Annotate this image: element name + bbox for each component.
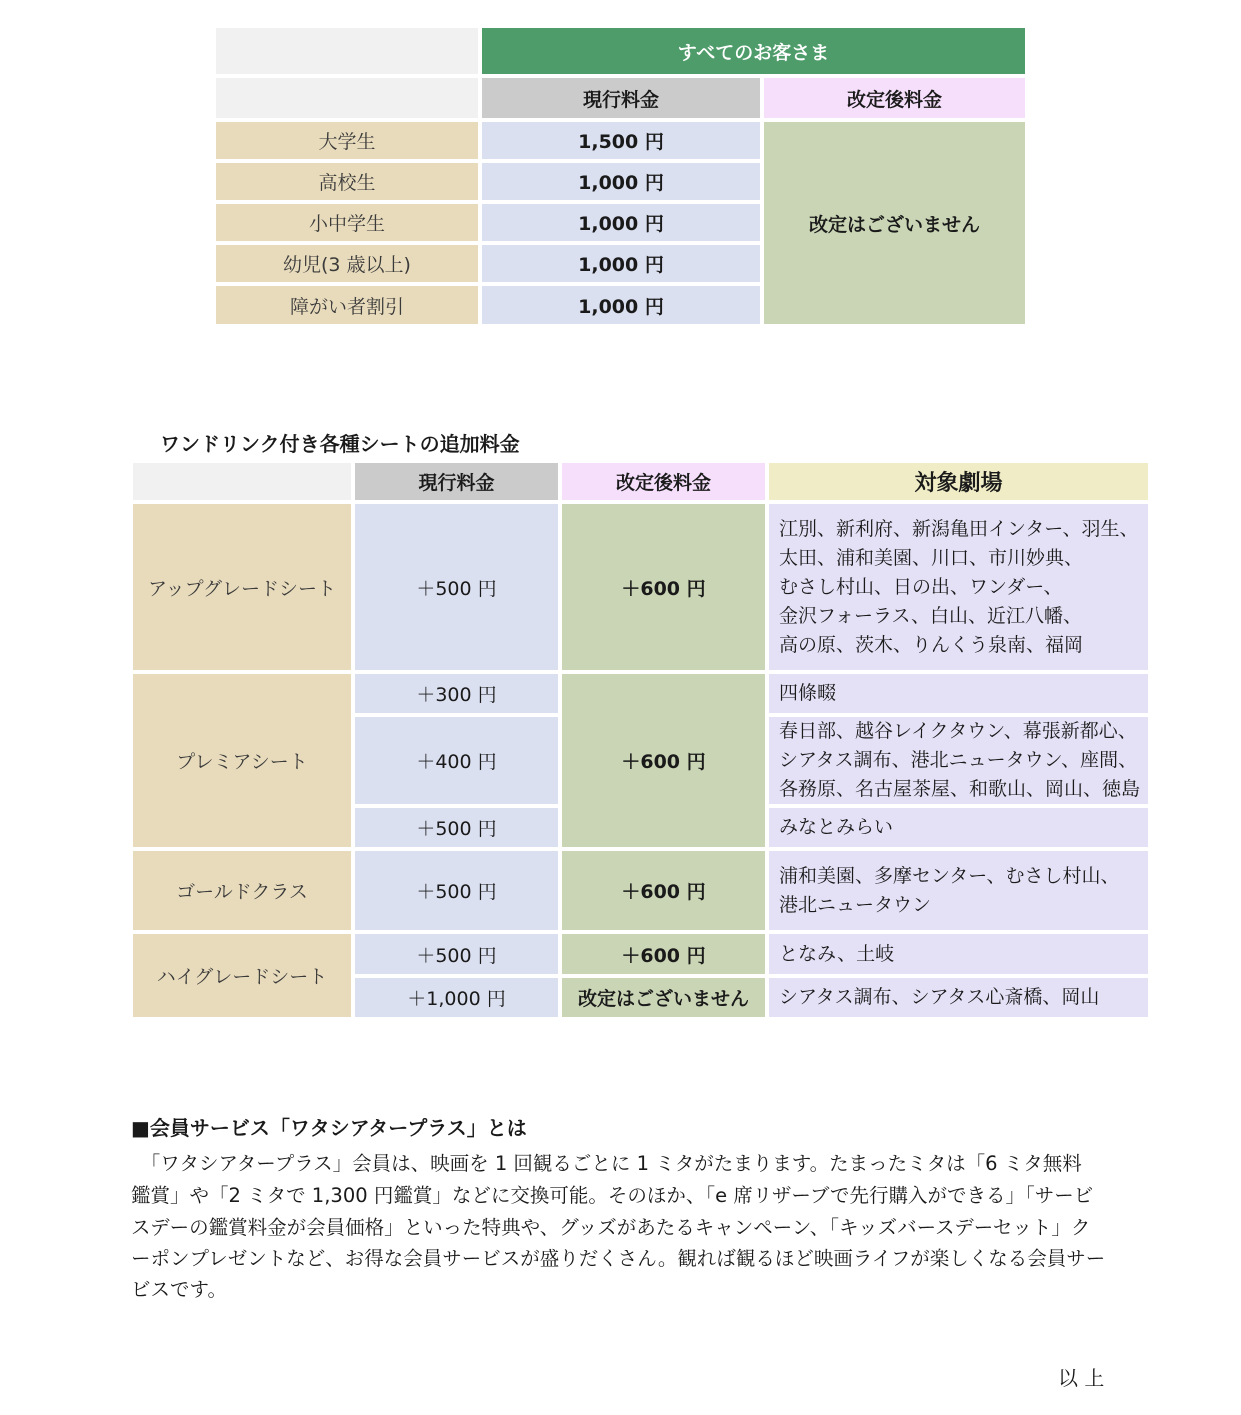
category-high-school: 高校生 xyxy=(216,163,478,200)
current-fare-header: 現行料金 xyxy=(482,78,760,118)
table2-current-header: 現行料金 xyxy=(355,463,558,500)
upgrade-current-fare: ＋500 円 xyxy=(355,504,558,670)
table1-corner-top xyxy=(216,28,478,74)
paragraph-line: 「ワタシアタープラス」会員は、映画を 1 回観るごとに 1 ミタがたまります。たまったミタは「6 ミタ無料 xyxy=(131,1152,1082,1175)
premia-current-fare-400: ＋400 円 xyxy=(355,717,558,804)
theater-list-line: 浦和美園、多摩センター、むさし村山、 xyxy=(779,864,1120,887)
upgrade-theaters xyxy=(769,504,1148,670)
gold-theaters xyxy=(769,851,1148,930)
theater-list-line: シアタス調布、シアタス心斎橋、岡山 xyxy=(779,986,1100,1008)
closing-mark: 以 上 xyxy=(1058,1366,1105,1390)
drink-seat-table-title: ワンドリンク付き各種シートの追加料金 xyxy=(160,432,520,456)
theater-list-line: となみ、土岐 xyxy=(779,942,895,965)
seat-gold-class-label: ゴールドクラス xyxy=(133,851,351,930)
highgrade-current-fare-500: ＋500 円 xyxy=(355,934,558,974)
paragraph-line: 鑑賞」や「2 ミタで 1,300 円鑑賞」などに交換可能。そのほか、「e 席リザーブで先行購入ができる」「サービ xyxy=(131,1184,1094,1207)
gold-revised-fare: ＋600 円 xyxy=(562,851,765,930)
theater-list-line: 港北ニュータウン xyxy=(779,893,932,916)
theater-list-line: 太田、浦和美園、川口、市川妙典、 xyxy=(779,546,1084,569)
category-infant: 幼児(3 歳以上) xyxy=(216,245,478,282)
table1-corner-bottom xyxy=(216,78,478,118)
premia-revised-fare: ＋600 円 xyxy=(562,674,765,847)
highgrade-revised-no-change: 改定はございません xyxy=(562,978,765,1017)
upgrade-revised-fare: ＋600 円 xyxy=(562,504,765,670)
category-elementary-junior: 小中学生 xyxy=(216,204,478,241)
highgrade-revised-fare-600: ＋600 円 xyxy=(562,934,765,974)
theater-list-line: 金沢フォーラス、白山、近江八幡、 xyxy=(779,604,1083,627)
table2-corner xyxy=(133,463,351,500)
theater-list-line: 四條畷 xyxy=(779,682,837,704)
theater-list-line: 春日部、越谷レイクタウン、幕張新都心、 xyxy=(779,720,1137,742)
revised-fare-header: 改定後料金 xyxy=(764,78,1025,118)
target-theaters-header: 対象劇場 xyxy=(769,463,1148,500)
paragraph-line: スデーの鑑賞料金が会員価格」といった特典や、グッズがあたるキャンペーン、「キッズバースデーセット」ク xyxy=(131,1216,1091,1239)
fare-elementary-junior: 1,000 円 xyxy=(482,204,760,241)
premia-theaters-500 xyxy=(769,808,1148,847)
seat-premia-label: プレミアシート xyxy=(133,674,351,847)
fare-disability-discount: 1,000 円 xyxy=(482,286,760,324)
theater-list-line: むさし村山、日の出、ワンダー、 xyxy=(779,575,1063,598)
all-customers-header: すべてのお客さま xyxy=(482,28,1025,74)
highgrade-theaters-1000 xyxy=(769,978,1148,1017)
highgrade-theaters-500 xyxy=(769,934,1148,974)
gold-current-fare: ＋500 円 xyxy=(355,851,558,930)
paragraph-line: ビスです。 xyxy=(131,1278,227,1301)
fare-university: 1,500 円 xyxy=(482,122,760,159)
highgrade-current-fare-1000: ＋1,000 円 xyxy=(355,978,558,1017)
revised-fare-no-change: 改定はございません xyxy=(764,122,1025,324)
table2-revised-header: 改定後料金 xyxy=(562,463,765,500)
theater-list-line: みなとみらい xyxy=(779,816,894,838)
premia-theaters-300 xyxy=(769,674,1148,713)
theater-list-line: 高の原、茨木、りんくう泉南、福岡 xyxy=(779,633,1084,656)
fare-infant: 1,000 円 xyxy=(482,245,760,282)
theater-list-line: シアタス調布、港北ニュータウン、座間、 xyxy=(779,749,1138,771)
category-disability-discount: 障がい者割引 xyxy=(216,286,478,324)
fare-high-school: 1,000 円 xyxy=(482,163,760,200)
member-service-heading: ■会員サービス「ワタシアタープラス」とは xyxy=(131,1116,527,1140)
theater-list-line: 江別、新利府、新潟亀田インター、羽生、 xyxy=(779,517,1139,540)
premia-current-fare-500: ＋500 円 xyxy=(355,808,558,847)
seat-upgrade-label: アップグレードシート xyxy=(133,504,351,670)
theater-list-line: 各務原、名古屋茶屋、和歌山、岡山、徳島 xyxy=(779,778,1141,800)
premia-current-fare-300: ＋300 円 xyxy=(355,674,558,713)
paragraph-line: ーポンプレゼントなど、お得な会員サービスが盛りだくさん。観れば観るほど映画ライフが楽しくなる会員サー xyxy=(131,1247,1106,1270)
premia-theaters-400 xyxy=(769,717,1148,804)
seat-high-grade-label: ハイグレードシート xyxy=(133,934,351,1017)
category-university: 大学生 xyxy=(216,122,478,159)
